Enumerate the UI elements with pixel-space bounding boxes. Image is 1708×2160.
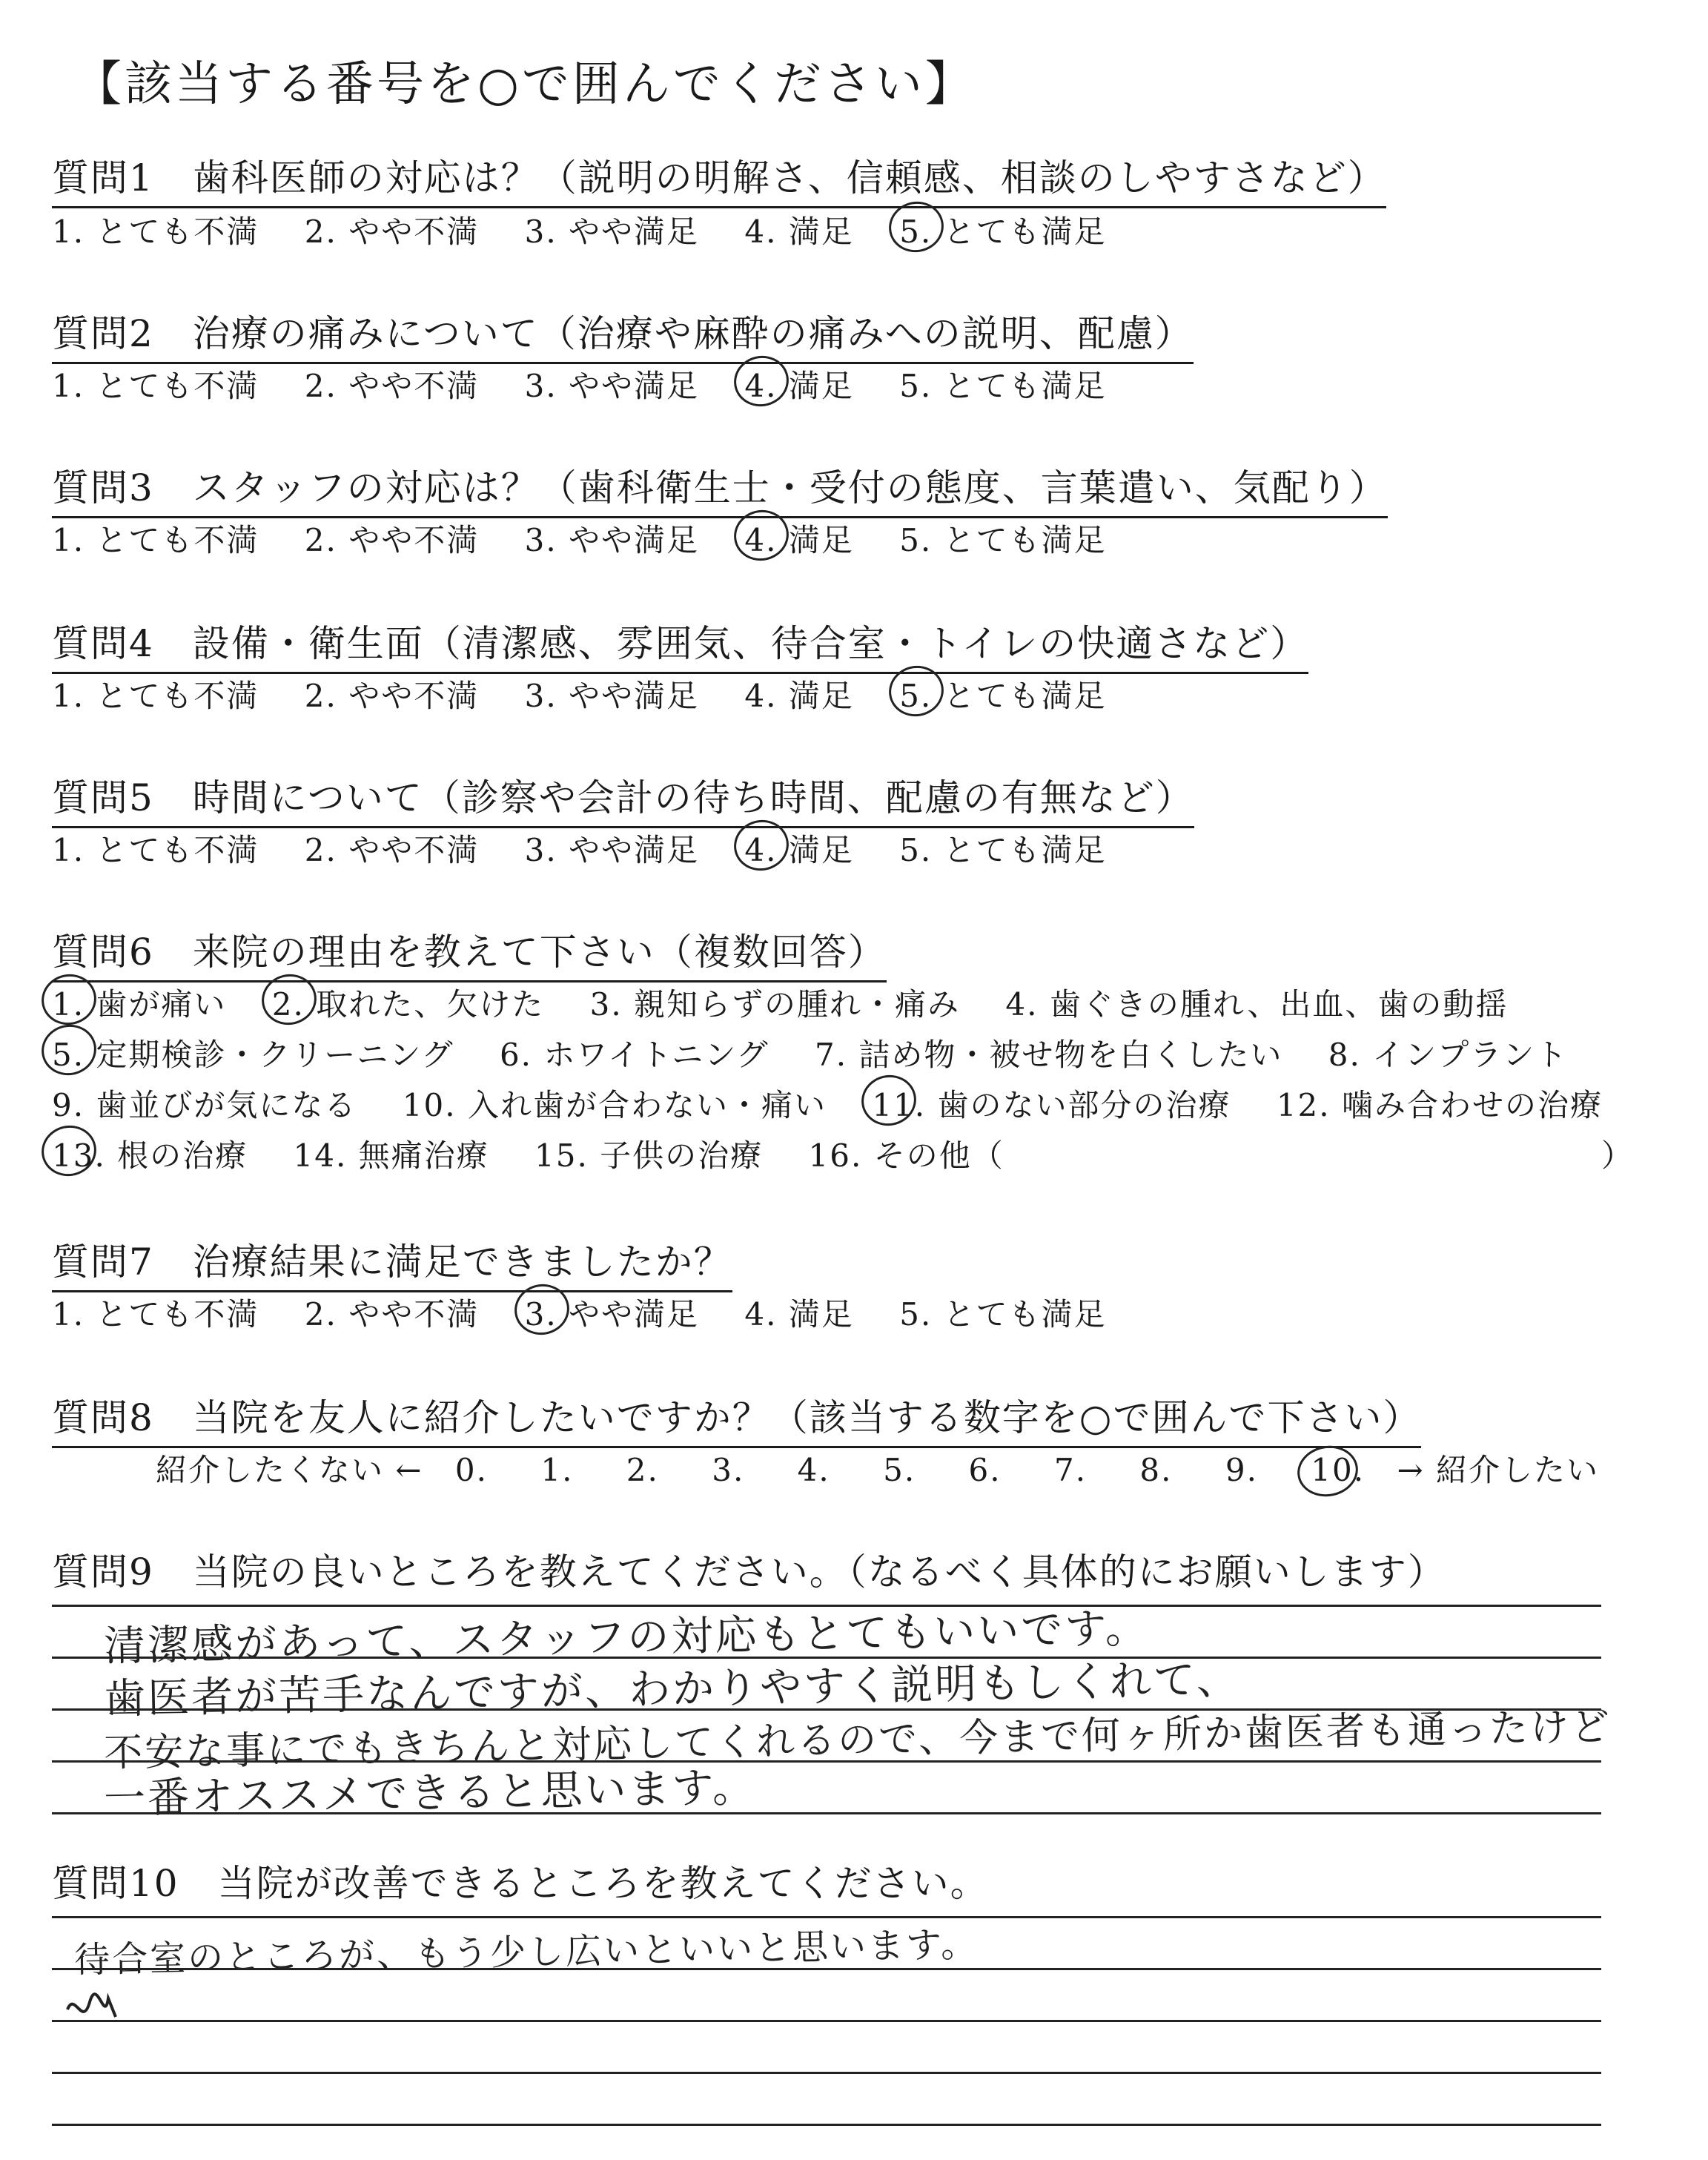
question-6-row-3	[52, 1081, 1637, 1126]
q5-option-5[interactable]: 5. とても満足	[899, 832, 1107, 868]
question-4: 質問4 設備・衛生面（清潔感、雰囲気、待合室・トイレの快適さなど）	[52, 614, 1308, 674]
q6-option-3[interactable]: 3. 親知らずの腫れ・痛み	[589, 986, 961, 1023]
question-8: 質問8 当院を友人に紹介したいですか？（該当する数字を○で囲んで下さい）	[52, 1388, 1421, 1448]
q9-answer-line-1: 清潔感があって、スタッフの対応もとてもいいです。	[103, 1604, 1150, 1671]
question-4-options	[52, 672, 1141, 716]
q6-option-2[interactable]: 2. 取れた、欠けた	[272, 980, 544, 1025]
question-1: 質問1 歯科医師の対応は？（説明の明解さ、信頼感、相談のしやすさなど）	[52, 148, 1386, 208]
question-9: 質問9 当院の良いところを教えてください。（なるべく具体的にお願いします）	[52, 1550, 1446, 1593]
q6-option-8[interactable]: 8. インプラント	[1328, 1037, 1569, 1073]
answer-line	[52, 2124, 1601, 2126]
q3-option-2[interactable]: 2. やや不満	[304, 522, 480, 558]
q10-answer-line-1: 待合室のところが、もう少し広いといいと思います。	[73, 1923, 979, 1981]
q7-option-3[interactable]: 3. やや満足	[525, 1290, 699, 1335]
question-7: 質問7 治療結果に満足できましたか？	[52, 1232, 732, 1292]
q5-option-4[interactable]: 4. 満足	[744, 826, 853, 871]
scale-1[interactable]: 1.	[540, 1452, 574, 1488]
q6-option-12[interactable]: 12. 噛み合わせの治療	[1276, 1087, 1603, 1123]
q4-option-4[interactable]: 4. 満足	[744, 678, 854, 714]
q1-option-3[interactable]: 3. やや満足	[524, 214, 700, 250]
q4-option-3[interactable]: 3. やや満足	[524, 678, 700, 714]
scale-9[interactable]: 9.	[1225, 1452, 1258, 1488]
scale-10[interactable]: 10.	[1311, 1452, 1366, 1488]
question-6-row-1	[52, 980, 1542, 1025]
page-title: 【該当する番号を○で囲んでください】	[74, 57, 976, 112]
q6-option-4[interactable]: 4. 歯ぐきの腫れ、出血、歯の動揺	[1005, 986, 1509, 1023]
q7-option-1[interactable]: 1. とても不満	[52, 1296, 259, 1332]
scale-3[interactable]: 3.	[712, 1452, 745, 1488]
question-6-row-2	[52, 1031, 1602, 1075]
q7-option-4[interactable]: 4. 満足	[744, 1296, 854, 1332]
question-2: 質問2 治療の痛みについて（治療や麻酔の痛みへの説明、配慮）	[52, 304, 1194, 364]
q6-option-1[interactable]: 1. 歯が痛い	[52, 980, 226, 1025]
scale-6[interactable]: 6.	[968, 1452, 1002, 1488]
q3-option-5[interactable]: 5. とても満足	[899, 522, 1107, 558]
q4-option-2[interactable]: 2. やや不満	[304, 678, 480, 714]
recommend-scale	[156, 1446, 1599, 1490]
q2-option-5[interactable]: 5. とても満足	[899, 368, 1107, 404]
q6-other-close: ）	[1601, 1137, 1635, 1174]
q9-answer-line-4: 一番オススメできると思います。	[103, 1763, 757, 1823]
scale-4[interactable]: 4.	[797, 1452, 830, 1488]
q3-option-3[interactable]: 3. やや満足	[524, 522, 700, 558]
scale-0[interactable]: 0.	[454, 1452, 488, 1488]
question-7-options	[52, 1290, 1141, 1335]
q3-option-4[interactable]: 4. 満足	[744, 516, 853, 561]
scale-7[interactable]: 7.	[1053, 1452, 1088, 1488]
scribble-mark	[64, 1987, 123, 2032]
question-5: 質問5 時間について（診察や会計の待ち時間、配慮の有無など）	[52, 768, 1194, 828]
q4-option-1[interactable]: 1. とても不満	[52, 678, 259, 714]
q2-option-2[interactable]: 2. やや不満	[304, 368, 480, 404]
scale-8[interactable]: 8.	[1139, 1452, 1173, 1488]
q6-option-16[interactable]: 16. その他（	[808, 1137, 1004, 1174]
q6-option-13[interactable]: 13. 根の治療	[52, 1132, 248, 1176]
scale-right-label: → 紹介したい	[1397, 1452, 1599, 1488]
question-3: 質問3 スタッフの対応は？（歯科衛生士・受付の態度、言葉遣い、気配り）	[52, 458, 1388, 518]
q6-option-14[interactable]: 14. 無痛治療	[293, 1137, 489, 1174]
q6-option-5[interactable]: 5. 定期検診・クリーニング	[52, 1031, 454, 1075]
q5-option-2[interactable]: 2. やや不満	[304, 832, 480, 868]
scale-2[interactable]: 2.	[626, 1452, 659, 1488]
scale-left-label: 紹介したくない ←	[156, 1452, 423, 1488]
q2-option-4[interactable]: 4. 満足	[744, 362, 853, 406]
answer-line	[52, 2020, 1601, 2022]
q6-option-6[interactable]: 6. ホワイトニング	[499, 1037, 769, 1073]
answer-line	[52, 2072, 1601, 2074]
q6-option-11[interactable]: 11. 歯のない部分の治療	[872, 1081, 1231, 1126]
q2-option-1[interactable]: 1. とても不満	[52, 368, 259, 404]
q5-option-1[interactable]: 1. とても不満	[52, 832, 259, 868]
question-6: 質問6 来院の理由を教えて下さい（複数回答）	[52, 922, 887, 982]
q6-option-9[interactable]: 9. 歯並びが気になる	[52, 1087, 357, 1123]
q1-option-2[interactable]: 2. やや不満	[304, 214, 480, 250]
q2-option-3[interactable]: 3. やや満足	[524, 368, 700, 404]
q7-option-2[interactable]: 2. やや不満	[304, 1296, 480, 1332]
q1-option-4[interactable]: 4. 満足	[744, 214, 854, 250]
q4-option-5[interactable]: 5. とても満足	[899, 672, 1106, 716]
question-10: 質問10 当院が改善できるところを教えてください。	[52, 1862, 989, 1905]
question-1-options	[52, 208, 1141, 252]
question-3-options	[52, 516, 1141, 561]
q5-option-3[interactable]: 3. やや満足	[524, 832, 700, 868]
q3-option-1[interactable]: 1. とても不満	[52, 522, 259, 558]
q1-option-5[interactable]: 5. とても満足	[899, 208, 1106, 252]
q7-option-5[interactable]: 5. とても満足	[899, 1296, 1107, 1332]
question-6-row-4	[52, 1132, 1039, 1176]
q1-option-1[interactable]: 1. とても不満	[52, 214, 259, 250]
question-5-options	[52, 826, 1141, 871]
q9-answer-line-3: 不安な事にでもきちんと対応してくれるので、今まで何ヶ所か歯医者も通ったけど	[103, 1705, 1612, 1776]
scale-5[interactable]: 5.	[883, 1452, 916, 1488]
question-2-options	[52, 362, 1141, 406]
q6-option-7[interactable]: 7. 詰め物・被せ物を白くしたい	[814, 1037, 1283, 1073]
q9-answer-line-2: 歯医者が苦手なんですが、わかりやすく説明もしくれて、	[103, 1655, 1241, 1724]
q6-option-10[interactable]: 10. 入れ歯が合わない・痛い	[402, 1087, 827, 1123]
q6-option-15[interactable]: 15. 子供の治療	[534, 1137, 764, 1174]
